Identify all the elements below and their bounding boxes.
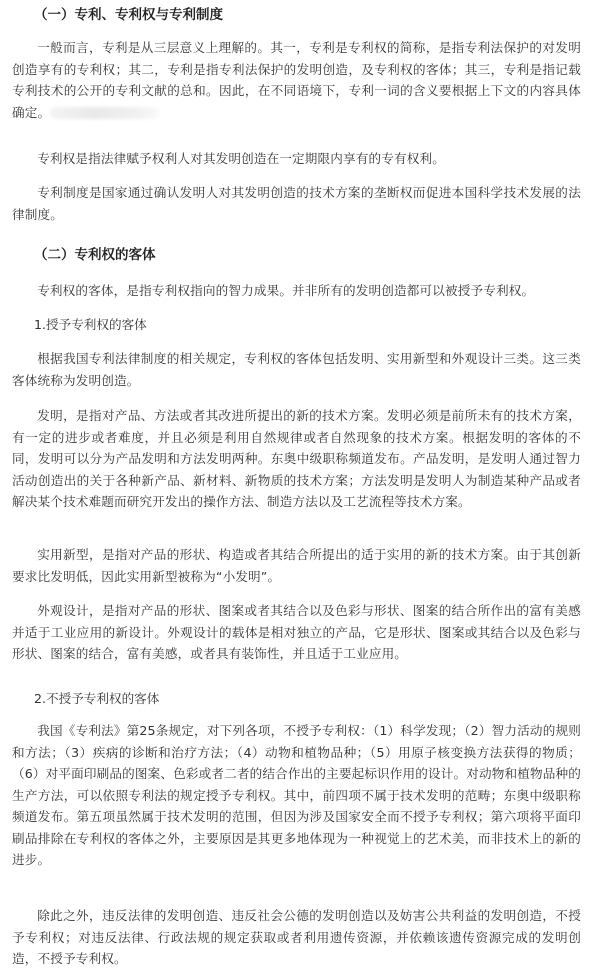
paragraph-utility-model: 实用新型，是指对产品的形状、构造或者其结合所提出的适于实用的新的技术方案。由于其创新要求比发明低，因此实用新型被称为“小发明”。 xyxy=(12,547,581,584)
paragraph-patent-system: 专利制度是国家通过确认发明人对其发明创造的技术方案的垄断权而促进本国科学技术发展的法律制度。 xyxy=(12,185,581,222)
section-heading-1: （一）专利、专利权与专利制度 xyxy=(34,7,223,23)
paragraph-object-intro: 专利权的客体，是指专利权指向的智力成果。并非所有的发明创造都可以被授予专利权。 xyxy=(37,283,535,298)
paragraph-article-25: 我国《专利法》第25条规定，对下列各项，不授予专利权：（1）科学发现；（2）智力活动的规则和方法；（3）疾病的诊断和治疗方法；（4）动物和植物品种；（5）用原子核变换方法获得的物质；（6）对平面印刷品的图案、色彩或者二者的结合作出的主要起标识作用的设计。对动物和植物品种的生产方法，可以依照专利法的规定授予专利权。其中，前四项不属于技术发明的范畴；东奥中级职称频道发布。第五项虽然属于技术发明的范围，但因为涉及国家安全而不授予专利权；第六项将平面印刷品排除在专利权的客体之外，主要原因是其更多地体现为一种视觉上的艺术美，而非技术上的新的进步。 xyxy=(12,723,581,867)
paragraph-three-types: 根据我国专利法律制度的相关规定，专利权的客体包括发明、实用新型和外观设计三类。这三类客体统称为发明创造。 xyxy=(12,351,581,388)
subheading-not-granted: 2.不授予专利权的客体 xyxy=(34,691,160,706)
paragraph-design: 外观设计，是指对产品的形状、图案或者其结合以及色彩与形状、图案的结合所作出的富有美感并适于工业应用的新设计。外观设计的载体是相对独立的产品，它是形状、图案或其结合以及色彩与形状、图案的结合，富有美感，或者具有装饰性，并且适于工业应用。 xyxy=(12,603,581,661)
paragraph-invention: 发明，是指对产品、方法或者其改进所提出的新的技术方案。发明必须是前所未有的技术方案，有一定的进步或者难度，并且必须是利用自然规律或者自然现象的技术方案。根据发明的客体的不同，发明可以分为产品发明和方法发明两种。东奥中级职称频道发布。产品发明，是发明人通过智力活动创造出的关于各种新产品、新材料、新物质的技术方案；方法发明是发明人为制造某种产品或者解决某个技术难题而研究开发出的操作方法、制造方法以及工艺流程等技术方案。 xyxy=(12,408,581,509)
paragraph-other-exclusions: 除此之外，违反法律的发明创造、违反社会公德的发明创造以及妨害公共利益的发明创造，不授予专利权；对违反法律、行政法规的规定获取或者利用遗传资源，并依赖该遗传资源完成的发明创造，不授予专利权。 xyxy=(12,908,581,966)
paragraph-patent-right: 专利权是指法律赋予权利人对其发明创造在一定期限内享有的专有权利。 xyxy=(37,151,445,166)
blurred-redaction xyxy=(50,107,160,119)
subheading-granted: 1.授予专利权的客体 xyxy=(34,317,147,332)
paragraph-patent-meaning: 一般而言，专利是从三层意义上理解的。其一，专利是专利权的简称，是指专利法保护的对发明创造享有的专利权；其二，专利是指专利法保护的发明创造，及专利权的客体；其三，专利是指记载专利技术的公开的专利文献的总和。因此，在不同语境下，专利一词的含义要根据上下文的内容具体确定。 xyxy=(12,40,581,120)
section-heading-2: （二）专利权的客体 xyxy=(34,247,156,263)
